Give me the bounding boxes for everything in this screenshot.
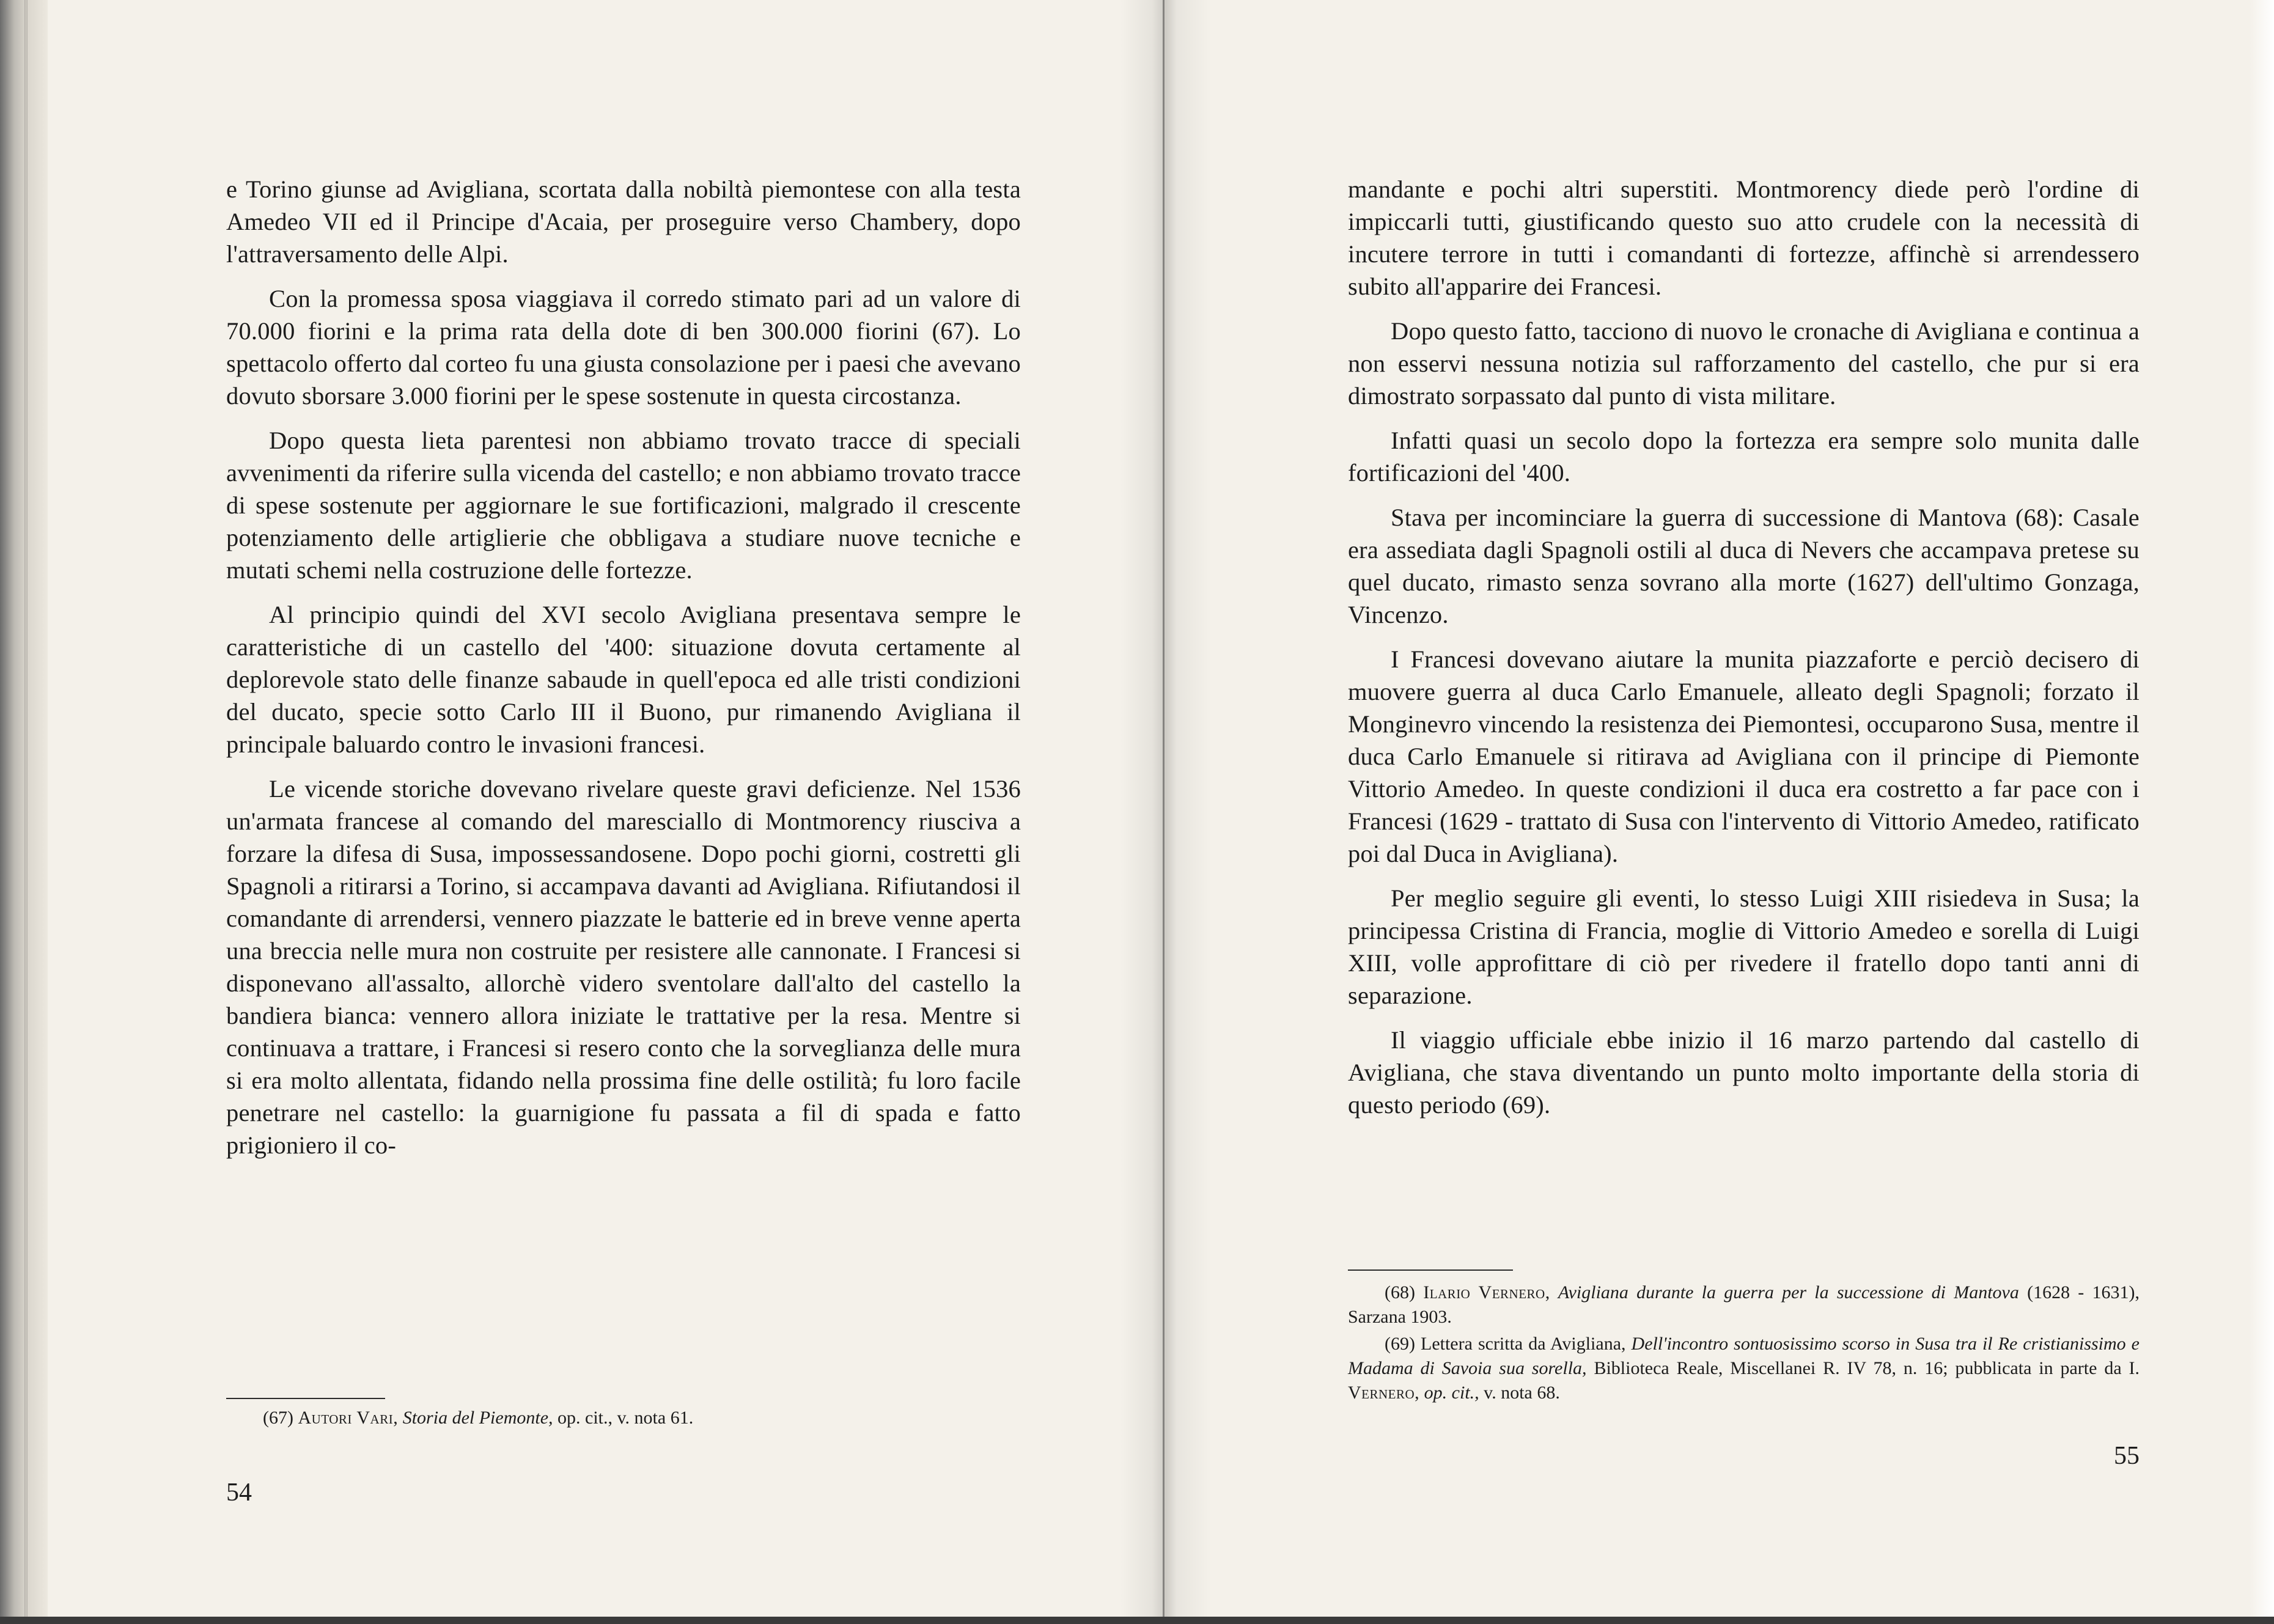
right-footnotes	[1348, 1280, 2140, 1405]
footnote-lead: Lettera scritta da Avigliana,	[1421, 1334, 1626, 1354]
paragraph-text: Dopo questa lieta parentesi non abbiamo trovato tracce di speciali avvenimenti da riferire sulla vicenda del castello; e non abbiamo trovato tracce di spese sostenute per aggiornare le sue fortificazioni, malgrado il crescente potenziamento delle artiglierie che obbligava a studiare nuove tecniche e mutati schemi nella costruzione delle fortezze.	[226, 427, 1021, 584]
paragraph	[1348, 424, 2140, 489]
paragraph-text: Il viaggio ufficiale ebbe inizio il 16 marzo partendo dal castello di Avigliana, che stava diventando un punto molto importante della storia di questo periodo	[1348, 1026, 2140, 1119]
page-number: 54	[226, 1479, 252, 1507]
paragraph-text: Per meglio seguire gli eventi, lo stesso Luigi XIII risiedeva in Susa; la principessa Cristina di Francia, moglie di Vittorio Amedeo e sorella di Luigi XIII, volle approfittare di ciò per rivedere il fratello dopo tanti anni di separazione.	[1348, 884, 2140, 1009]
page-right-margin	[2250, 0, 2274, 1624]
footnote-number: (68)	[1385, 1282, 1415, 1303]
paragraph	[1348, 173, 2140, 303]
paragraph	[226, 282, 1021, 412]
paragraph	[226, 598, 1021, 760]
left-footnotes	[226, 1406, 1021, 1430]
gutter-fold-line	[1163, 0, 1165, 1617]
paragraph-text-after-footnote-ref: (69).	[1502, 1091, 1551, 1119]
paragraph	[1348, 1024, 2140, 1121]
paragraph	[1348, 315, 2140, 412]
footnote-reference: (1628 - 1631), Sarzana 1903.	[1348, 1282, 2140, 1327]
paragraph-text: Con la promessa sposa viaggiava il corredo stimato pari ad un valore di 70.000 fiorini e la prima rata della dote di ben 300.000 fiorini	[226, 285, 1021, 345]
footnote-reference: Biblioteca Reale, Miscellanei R. IV 78, n. 16; pubblicata in parte da I.	[1594, 1358, 2140, 1378]
paragraph-text: mandante e pochi altri superstiti. Montmorency diede però l'ordine di impiccarli tutti, giustificando questo suo atto crudele con la necessità di incutere terrore in tutti i comandanti di fortezze, affinchè si arrendessero subito all'apparire dei Francesi.	[1348, 175, 2140, 300]
footnote-title: Dell'incontro sontuosissimo scorso in Susa tra il Re cristianissimo e Madama di Savoia sua sorella,	[1348, 1334, 2140, 1378]
scan-bottom-border	[0, 1617, 2274, 1624]
footnote-rule	[1348, 1269, 1513, 1271]
footnote-68	[1348, 1280, 2140, 1329]
footnote-author: Autori Vari,	[298, 1408, 399, 1428]
footnote-rule	[226, 1398, 385, 1399]
book-gutter	[1120, 0, 1212, 1624]
paragraph	[226, 173, 1021, 270]
paragraph-text: Dopo questo fatto, tacciono di nuovo le cronache di Avigliana e continua a non esservi nessuna notizia sul rafforzamento del castello, che pur si era dimostrato sorpassato dal punto di vista militare.	[1348, 317, 2140, 410]
paragraph-text: Al principio quindi del XVI secolo Avigliana presentava sempre le caratteristiche di un castello del '400: situazione dovuta certamente al deplorevole stato delle finanze sabaude in quell'epoca ed alle tristi condizioni del ducato, specie sotto Carlo III il Buono, pur rimanendo Avigliana il principale baluardo contro le invasioni francesi.	[226, 601, 1021, 758]
left-page-body	[226, 173, 1021, 1161]
paragraph-text-after-footnote-ref: (67). Lo spettacolo offerto dal corteo fu una giusta consolazione per i paesi che avevano dovuto sborsare 3.000 fiorini per le spese sostenute in questa circostanza.	[226, 317, 1021, 410]
paragraph	[226, 424, 1021, 586]
footnote-67	[226, 1406, 1021, 1430]
footnote-number: (69)	[1385, 1334, 1415, 1354]
footnote-title: Avigliana durante la guerra per la successione di Mantova	[1558, 1282, 2019, 1303]
footnote-cit: op. cit.,	[1424, 1383, 1479, 1403]
footnote-author: Ilario Vernero,	[1423, 1282, 1550, 1303]
paragraph-text: e Torino giunse ad Avigliana, scortata dalla nobiltà piemontese con alla testa Amedeo VII ed il Principe d'Acaia, per proseguire verso Chambery, dopo l'attraversamento delle Alpi.	[226, 175, 1021, 268]
paragraph-text: Infatti quasi un secolo dopo la fortezza era sempre solo munita dalle fortificazioni del '400.	[1348, 427, 2140, 487]
page-number: 55	[2114, 1442, 2140, 1470]
paragraph	[1348, 882, 2140, 1012]
footnote-title: Storia del Piemonte,	[402, 1408, 553, 1428]
footnote-reference: op. cit., v. nota 61.	[557, 1408, 694, 1428]
paragraph	[1348, 501, 2140, 631]
footnote-number: (67)	[263, 1408, 293, 1428]
footnote-69	[1348, 1332, 2140, 1405]
paragraph-text-after-footnote-ref: (68): Casale era assediata dagli Spagnoli ostili al duca di Nevers che accampava pretese su quel ducato, rimasto senza sovrano alla morte (1627) dell'ultimo Gonzaga, Vincenzo.	[1348, 504, 2140, 628]
footnote-author: Vernero,	[1348, 1383, 1420, 1403]
footnote-tail: v. nota 68.	[1484, 1383, 1560, 1403]
paragraph	[1348, 643, 2140, 870]
paragraph-text: Stava per incominciare la guerra di successione di Mantova	[1391, 504, 2007, 531]
paragraph-text: I Francesi dovevano aiutare la munita piazzaforte e perciò decisero di muovere guerra al duca Carlo Emanuele, alleato degli Spagnoli; forzato il Monginevro vincendo la resistenza dei Piemontesi, occuparono Susa, mentre il duca Carlo Emanuele si ritirava ad Avigliana con il principe di Piemonte Vittorio Amedeo. In queste condizioni il duca era costretto a far pace con i Francesi (1629 - trattato di Susa con l'intervento di Vittorio Amedeo, ratificato poi dal Duca in Avigliana).	[1348, 645, 2140, 867]
paragraph-text: Le vicende storiche dovevano rivelare queste gravi deficienze. Nel 1536 un'armata francese al comando del maresciallo di Montmorency riusciva a forzare la difesa di Susa, impossessandosene. Dopo pochi giorni, costretti gli Spagnoli a ritirarsi a Torino, si accampava davanti ad Avigliana. Rifiutandosi il comandante di arrendersi, vennero piazzate le batterie ed in breve venne aperta una breccia nelle mura non costruite per resistere alle cannonate. I Francesi si disponevano all'assalto, allorchè videro sventolare dall'alto del castello la bandiera bianca: vennero allora iniziate le trattative per la resa. Mentre si continuava a trattare, i Francesi si resero conto che la sorveglianza delle mura si era molto allentata, fidando nella prossima fine delle ostilità; fu loro facile penetrare nel castello: la guarnigione fu passata a fil di spada e fatto prigioniero il co-	[226, 775, 1021, 1159]
right-page-body	[1348, 173, 2140, 1121]
paragraph	[226, 773, 1021, 1161]
page-block-edge	[0, 0, 48, 1624]
